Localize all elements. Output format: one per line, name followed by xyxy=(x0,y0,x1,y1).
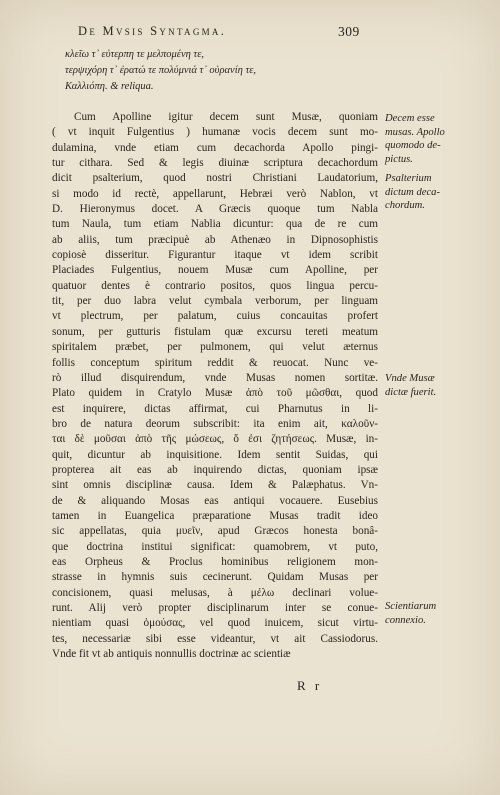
greek-line: Καλλιόπη. & reliqua. xyxy=(65,81,154,92)
greek-verse-block xyxy=(65,47,365,95)
text-line: nientiam quasi ὁμούσας, vel quod inuicem, sicut virtu- xyxy=(52,617,378,630)
margin-note-decem-musae xyxy=(385,112,485,166)
main-text-block xyxy=(52,110,378,662)
text-line: que doctrina institui significat: quamobrem, vt puto, xyxy=(52,540,378,553)
text-line: bro de natura deorum subscribit: ita enim ait, καλοῦν- xyxy=(52,417,378,430)
margin-note-vnde-musae xyxy=(385,372,485,399)
margin-note-line: dictæ fuerit. xyxy=(385,386,437,398)
margin-note-line: chordum. xyxy=(385,200,425,211)
margin-note-line: Scientiarum xyxy=(385,601,437,612)
text-line: Cum Apolline igitur decem sunt Musæ, quoniam xyxy=(74,111,378,123)
margin-note-psalterium xyxy=(385,172,485,213)
text-line: Placiades Fulgentius, nouem Musæ cum Apolline, per xyxy=(52,264,378,277)
margin-note-line: quomodo de- xyxy=(385,140,441,151)
text-line: dulamina, vnde etiam cum decachorda Apollo pingi- xyxy=(52,141,378,154)
greek-line: τερψιχόρη τ᾽ ἐρατώ τε πολύμνιά τ᾽ οὐρανίη τε, xyxy=(65,65,256,76)
text-line: Vnde fit vt ab antiquis nonnullis doctrinæ ac scientiæ xyxy=(52,648,291,661)
text-line: D. Hieronymus docet. A Græcis quoque tum Nabla xyxy=(52,203,378,216)
margin-note-line: dictum deca- xyxy=(385,186,441,198)
text-line: propterea ait eas ab inquirendo dictas, quoniam ipsæ xyxy=(52,463,378,476)
text-line: strasse in hymnis suis cecinerunt. Quidam Musas per xyxy=(52,571,378,584)
text-line: quatuor dentes è contrario positos, quos lingua percu- xyxy=(52,279,378,292)
text-line: tit, per duo labra velut cymbala verborum, per linguam xyxy=(52,295,378,308)
text-line: de & aliquando Mosas eas antiqui vocauere. Eusebius xyxy=(52,494,378,507)
text-line: tes, necessariæ sibi esse videantur, vt ait Cassiodorus. xyxy=(52,632,378,645)
text-line: runt. Alij verò propter disciplinarum inter se conue- xyxy=(52,602,378,614)
text-line: tur cithara. Sed & legis diuinæ scriptura decachordum xyxy=(52,157,378,170)
text-line: Plato quidem in Cratylo Musæ ἀπὸ τοῦ μῶσθαι, quod xyxy=(52,387,378,400)
margin-note-line: Decem esse xyxy=(385,113,435,124)
text-line: tamen in Euangelica præparatione Musas tradit ideo xyxy=(52,509,378,522)
text-line: vt plectrum, per palatum, cuius concauitas profert xyxy=(52,310,378,323)
text-line: rò illud disquirendum, vnde Musas nomen sortitæ. xyxy=(52,371,378,384)
text-line: tum Naula, tum etiam Nablia dicuntur: qua de re cum xyxy=(52,218,378,231)
text-line: est inquirere, dictas affirmat, cui Pharnutus in li- xyxy=(52,402,378,415)
text-line: dicit psalterium, quod nostri Christiani Laudatorium, xyxy=(52,172,378,185)
margin-note-scientiarum xyxy=(385,600,485,627)
text-line: quit, dicuntur ab inquisitione. Idem sentit Suidas, qui xyxy=(52,448,378,461)
text-line: ( vt inquit Fulgentius ) humanæ vocis decem sunt mo- xyxy=(52,126,378,139)
margin-note-line: Vnde Musæ xyxy=(385,373,435,384)
text-line: spiritalem præbet, per pulmonem, qui velut æternus xyxy=(52,341,378,354)
text-line: sint omnis disciplinæ causa. Idem & Palæphatus. Vn- xyxy=(52,479,378,492)
text-line: eas Orpheus & Proclus hominibus religionem mon- xyxy=(52,555,378,568)
text-line: ab aliis, tum præcipuè ab Athenæo in Dipnosophistis xyxy=(52,233,378,246)
text-line: sonum, per gutturis fistulam quæ excursu tereti meatum xyxy=(52,325,378,338)
text-line: concisionem, quasi melusas, à μέλω declinari volue- xyxy=(52,586,378,599)
text-line: ται δὲ μοῦσαι ἀπὸ τῆς μώσεως, ὅ ἐσι ζητήσεως. Musæ, in- xyxy=(52,433,378,446)
text-line: follis conceptum spiritum reddit & reuocat. Nunc ve- xyxy=(52,356,378,369)
greek-line: κλεῖω τ᾽ εὐτερπη τε μελπομένη τε, xyxy=(65,49,204,60)
text-line: sic appellatas, quia μυεῖν, apud Græcos honesta bonâ- xyxy=(52,525,378,538)
margin-note-line: connexio. xyxy=(385,614,426,626)
margin-note-line: Psalterium xyxy=(385,173,432,184)
text-line: si modo id rectè, appellarunt, Hebræi verò Nablon, vt xyxy=(52,187,378,200)
running-head: De Mvsis Syntagma. xyxy=(78,24,227,38)
signature-mark: R r xyxy=(297,678,323,693)
text-line: copiosè disseritur. Figurantur itaque vt idem scribit xyxy=(52,249,378,262)
margin-note-line: pictus. xyxy=(385,153,413,165)
page-number: 309 xyxy=(338,24,360,39)
margin-note-line: musas. Apollo xyxy=(385,126,445,138)
